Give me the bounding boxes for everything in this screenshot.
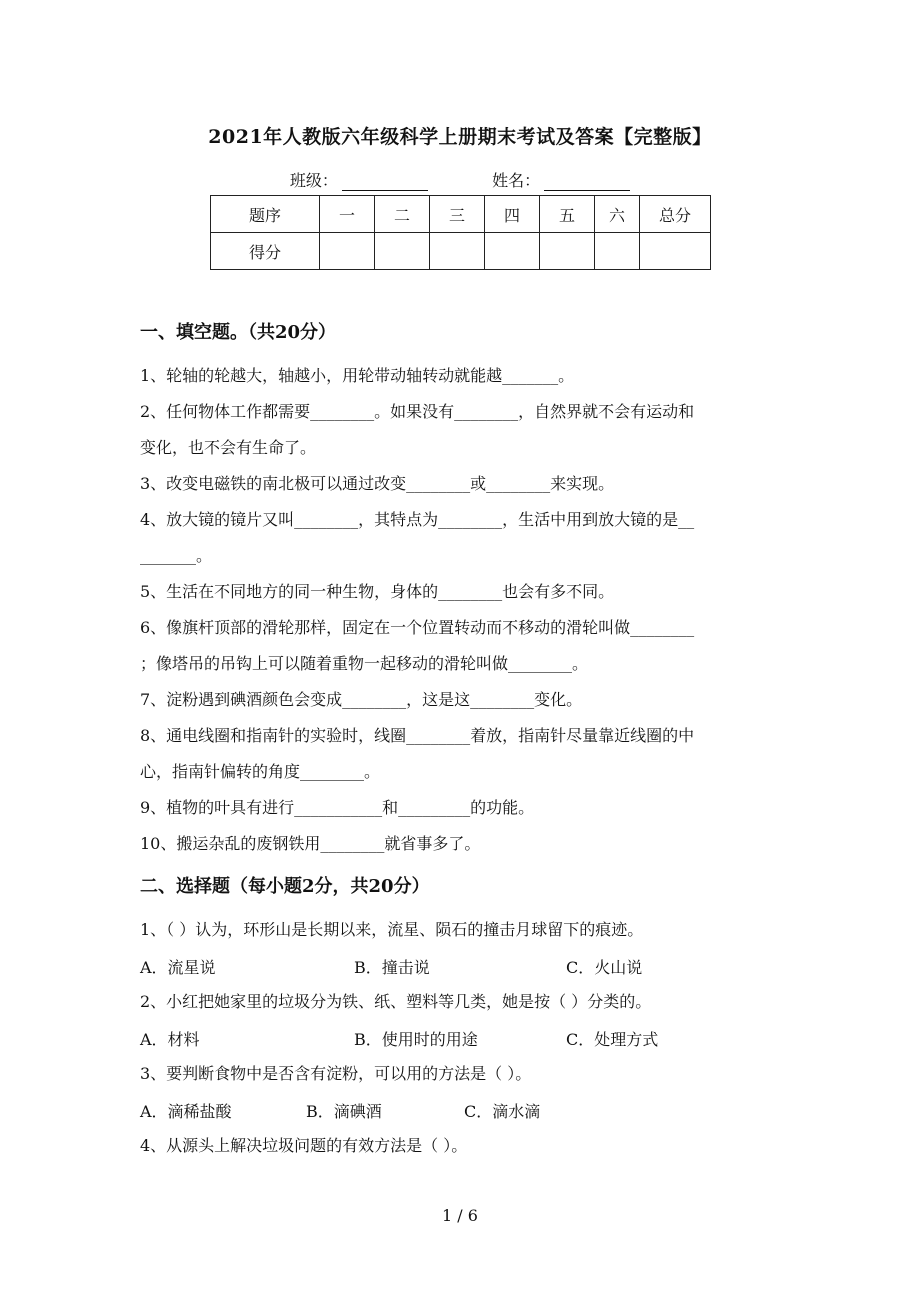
header-cell: 五: [540, 196, 595, 233]
class-label: 班级：: [289, 171, 338, 190]
row-label-cell: 得分: [211, 233, 320, 270]
option-b[interactable]: B．撞击说: [354, 958, 430, 977]
question-line: 10、搬运杂乱的废钢铁用________就省事多了。: [140, 834, 481, 853]
question-line: 1、轮轴的轮越大，轴越小，用轮带动轴转动就能越_______。: [140, 366, 575, 385]
score-cell[interactable]: [485, 233, 540, 270]
question-line: _______。: [140, 546, 213, 565]
student-info: [0, 168, 920, 191]
class-blank: [342, 172, 428, 191]
header-cell: 总分: [640, 196, 711, 233]
header-cell: 二: [375, 196, 430, 233]
score-cell[interactable]: [430, 233, 485, 270]
question-line: 3、改变电磁铁的南北极可以通过改变________或________来实现。: [140, 474, 615, 493]
option-c[interactable]: C．处理方式: [566, 1030, 659, 1049]
option-a[interactable]: A．流星说: [140, 958, 216, 977]
score-row: [211, 233, 711, 270]
question-line: 6、像旗杆顶部的滑轮那样，固定在一个位置转动而不移动的滑轮叫做________: [140, 618, 695, 637]
question-line: 变化，也不会有生命了。: [140, 438, 317, 457]
question-line: 8、通电线圈和指南针的实验时，线圈________着放，指南针尽量靠近线圈的中: [140, 726, 695, 745]
question-line: 2、任何物体工作都需要________。如果没有________，自然界就不会有运动和: [140, 402, 695, 421]
option-b[interactable]: B．滴碘酒: [306, 1102, 382, 1121]
header-cell: 一: [320, 196, 375, 233]
score-cell[interactable]: [320, 233, 375, 270]
page-title: 2021年人教版六年级科学上册期末考试及答案【完整版】: [208, 126, 712, 148]
score-header-row: [211, 196, 711, 233]
question-line: 5、生活在不同地方的同一种生物，身体的________也会有多不同。: [140, 582, 615, 601]
score-cell[interactable]: [540, 233, 595, 270]
question-line: 4、放大镜的镜片又叫________，其特点为________，生活中用到放大镜的是__: [140, 510, 695, 529]
section2-heading: 二、选择题（每小题2分，共20分）: [140, 876, 430, 897]
question-line: ；像塔吊的吊钩上可以随着重物一起移动的滑轮叫做________。: [140, 654, 589, 673]
question-line: 7、淀粉遇到碘酒颜色会变成________，这是这________变化。: [140, 690, 583, 709]
header-cell: 四: [485, 196, 540, 233]
option-c[interactable]: C．火山说: [566, 958, 643, 977]
score-cell[interactable]: [640, 233, 711, 270]
score-cell[interactable]: [375, 233, 430, 270]
question-line: 9、植物的叶具有进行___________和_________的功能。: [140, 798, 535, 817]
option-a[interactable]: A．材料: [140, 1030, 200, 1049]
option-c[interactable]: C．滴水滴: [464, 1102, 541, 1121]
section1-heading: 一、填空题。（共20分）: [140, 322, 337, 343]
question-line: 2、小红把她家里的垃圾分为铁、纸、塑料等几类，她是按（ ）分类的。: [140, 992, 652, 1011]
question-line: 心，指南针偏转的角度________。: [140, 762, 381, 781]
question-line: 3、要判断食物中是否含有淀粉，可以用的方法是（ ）。: [140, 1064, 532, 1083]
name-label: 姓名：: [492, 171, 541, 190]
header-cell: 题序: [211, 196, 320, 233]
page-number: 1 / 6: [442, 1206, 478, 1225]
question-line: 4、从源头上解决垃圾问题的有效方法是（ ）。: [140, 1136, 468, 1155]
option-a[interactable]: A．滴稀盐酸: [140, 1102, 232, 1121]
header-cell: 三: [430, 196, 485, 233]
question-line: 1、（ ）认为，环形山是长期以来，流星、陨石的撞击月球留下的痕迹。: [140, 920, 644, 939]
name-blank: [544, 172, 630, 191]
score-cell[interactable]: [595, 233, 640, 270]
header-cell: 六: [595, 196, 640, 233]
score-table: [210, 195, 711, 270]
option-b[interactable]: B．使用时的用途: [354, 1030, 478, 1049]
